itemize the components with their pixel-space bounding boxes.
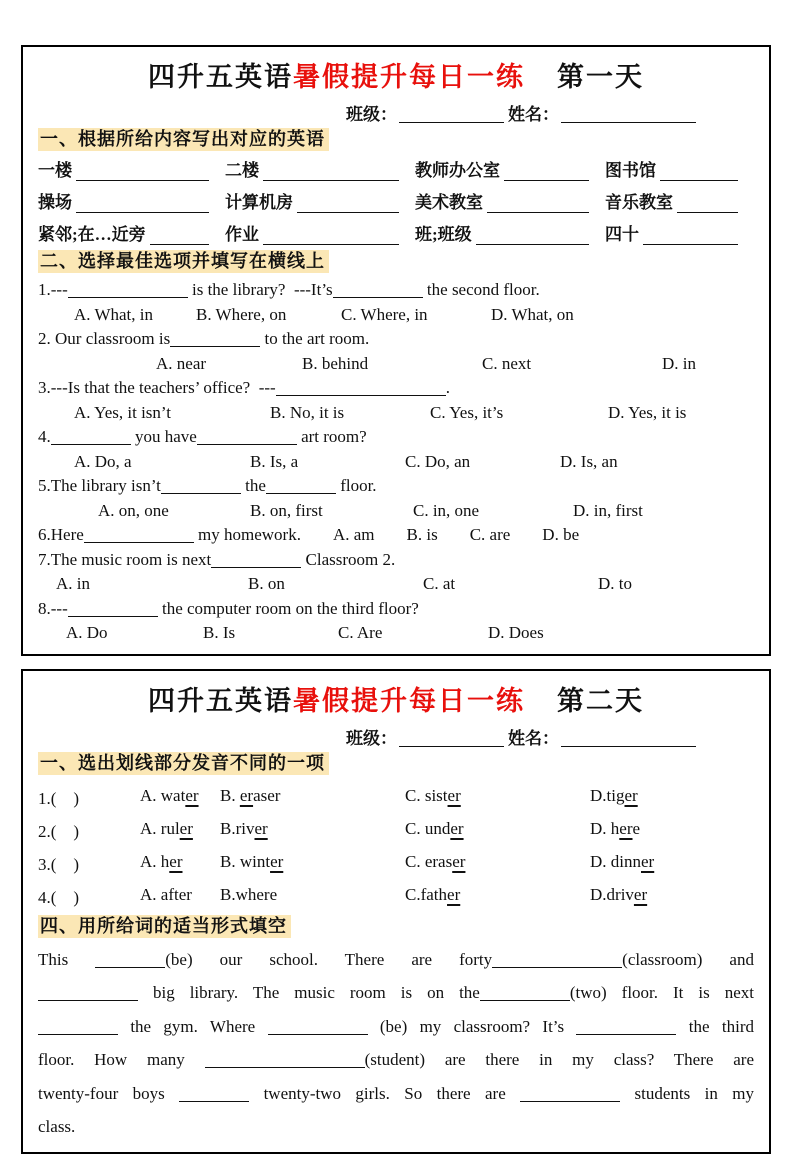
option-b: B. on (248, 574, 285, 593)
day1-section1-title: 一、根据所给内容写出对应的英语 (38, 128, 329, 151)
underlined-sound-part: er (239, 786, 254, 805)
day1-section1-header (38, 127, 754, 153)
vocab-write-line[interactable] (263, 163, 399, 181)
vocab-item (415, 156, 605, 181)
vocab-item (225, 220, 415, 245)
write-in-blank[interactable] (38, 984, 138, 1001)
question-1-stem: 1.--- is the library? ---It’s the second floor. (38, 280, 540, 299)
day2-section4-title: 四、用所给词的适当形式填空 (38, 915, 291, 938)
vocab-write-line[interactable] (660, 163, 738, 181)
day2-class-write-line[interactable] (399, 729, 504, 746)
option-a: A. after (140, 885, 192, 904)
question-8-options (38, 621, 754, 646)
day2-section1-header (38, 751, 754, 777)
option-c: C. at (423, 574, 456, 593)
vocab-label: 班;班级 (415, 225, 472, 244)
option-d: D.driver (590, 885, 648, 904)
day1-section2-header (38, 249, 754, 275)
pronunciation-question-2 (38, 813, 754, 846)
write-in-blank[interactable] (161, 477, 241, 494)
write-in-blank[interactable] (179, 1084, 249, 1101)
cloze-passage (38, 943, 754, 1144)
vocab-write-line[interactable] (643, 227, 738, 245)
option-c: C. are (469, 525, 511, 544)
question-3-stem: 3.---Is that the teachers’ office? --- . (38, 378, 450, 397)
passage-line: twenty-four boys twenty-two girls. So there are students in my (38, 1083, 754, 1103)
underlined-sound-part: er (254, 819, 268, 838)
option-d: D. Does (488, 623, 544, 642)
option-d: D. here (590, 819, 641, 838)
option-b: B. winter (220, 852, 284, 871)
vocab-label: 计算机房 (225, 193, 293, 212)
day1-class-write-line[interactable] (399, 106, 504, 123)
option-b: B.river (220, 819, 268, 838)
vocab-item (605, 156, 754, 181)
day2-panel (21, 669, 771, 1154)
option-c: C. Are (338, 623, 383, 642)
pronunciation-question-4 (38, 879, 754, 912)
write-in-blank[interactable] (68, 599, 158, 616)
day1-title-highlight: 暑假提升每日一练 (293, 62, 525, 92)
day2-title-highlight: 暑假提升每日一练 (293, 685, 525, 716)
underlined-sound-part: er (270, 852, 284, 871)
write-in-blank[interactable] (95, 950, 165, 967)
vocab-label: 图书馆 (605, 161, 656, 180)
option-a: A. Do, a (74, 451, 132, 471)
option-c: C. Do, an (405, 451, 471, 471)
question-number: 2.( ) (38, 821, 80, 841)
option-a: A. water (140, 786, 199, 805)
write-in-blank[interactable] (276, 379, 446, 396)
day2-name-write-line[interactable] (561, 729, 696, 746)
option-a: A. Do (66, 623, 108, 642)
option-c: C. eraser (405, 852, 466, 871)
day2-section4-header (38, 914, 754, 940)
option-d: D. in, first (573, 500, 643, 520)
write-in-blank[interactable] (51, 428, 131, 445)
day1-panel (21, 45, 771, 656)
vocab-item (225, 156, 415, 181)
day1-title-course: 四升五英语 (148, 62, 293, 92)
write-in-blank[interactable] (333, 281, 423, 298)
option-b: B. Is (203, 623, 236, 642)
write-in-blank[interactable] (492, 950, 622, 967)
vocab-write-line[interactable] (677, 195, 738, 213)
option-b: B. Is, a (250, 451, 299, 471)
underlined-sound-part: er (624, 786, 638, 805)
option-d: D. to (598, 574, 632, 593)
vocab-label: 教师办公室 (415, 161, 500, 180)
option-a: A. ruler (140, 819, 193, 838)
question-2-options (38, 352, 754, 377)
question-6-stem: 6.Here my homework. (38, 525, 301, 544)
option-b: B. eraser (220, 786, 281, 805)
question-3-options (38, 401, 754, 426)
question-4-stem: 4. you have art room? (38, 427, 367, 446)
option-a: A. am (332, 525, 375, 544)
question-5 (38, 474, 754, 523)
write-in-blank[interactable] (38, 1017, 118, 1034)
vocab-item (415, 220, 605, 245)
option-b: B. is (406, 525, 438, 544)
question-6 (38, 523, 754, 548)
underlined-sound-part: er (452, 852, 466, 871)
question-7 (38, 548, 754, 597)
vocab-write-line[interactable] (150, 227, 209, 245)
option-b: B. on, first (250, 500, 323, 520)
day1-title-day: 第一天 (557, 62, 644, 92)
option-d: D.tiger (590, 786, 638, 805)
day1-title (38, 55, 754, 94)
write-in-blank[interactable] (268, 1017, 368, 1034)
vocab-item (605, 188, 754, 213)
question-4-options (38, 450, 754, 475)
day2-class-label: 班级： (346, 728, 397, 748)
vocab-item (38, 156, 225, 181)
option-a: A. on, one (98, 500, 169, 520)
option-c: C. next (482, 353, 532, 373)
option-b: B. No, it is (270, 402, 345, 422)
write-in-blank[interactable] (520, 1084, 620, 1101)
option-d: D. be (542, 525, 580, 544)
vocab-write-line[interactable] (297, 195, 399, 213)
vocab-label: 美术教室 (415, 193, 483, 212)
day1-class-label: 班级： (346, 105, 397, 124)
vocab-item (38, 188, 225, 213)
option-d: D. Yes, it is (608, 402, 687, 422)
question-4 (38, 425, 754, 474)
vocab-label: 一楼 (38, 161, 72, 180)
vocab-write-line[interactable] (76, 163, 209, 181)
day1-name-label: 姓名： (508, 105, 559, 124)
option-d: D. What, on (491, 304, 574, 324)
question-2-stem: 2. Our classroom is to the art room. (38, 329, 370, 348)
vocab-item (38, 220, 225, 245)
option-b: B.where (220, 885, 278, 904)
vocab-label: 紧邻;在…近旁 (38, 225, 146, 244)
option-d: D. dinner (590, 852, 655, 871)
question-5-stem: 5.The library isn’t the floor. (38, 476, 377, 495)
vocab-item (415, 188, 605, 213)
day2-section1-title: 一、选出划线部分发音不同的一项 (38, 752, 329, 775)
option-c: C. Where, in (341, 304, 428, 324)
question-5-options (38, 499, 754, 524)
day1-name-write-line[interactable] (561, 106, 696, 123)
question-number: 4.( ) (38, 887, 80, 907)
write-in-blank[interactable] (84, 526, 194, 543)
question-number: 1.( ) (38, 788, 80, 808)
vocab-write-line[interactable] (76, 195, 209, 213)
underlined-sound-part: er (450, 819, 464, 838)
vocab-label: 作业 (225, 225, 259, 244)
vocab-label: 二楼 (225, 161, 259, 180)
option-c: C.father (405, 885, 461, 904)
underlined-sound-part: er (447, 885, 461, 904)
option-c: C. in, one (413, 500, 480, 520)
day1-vocab-grid (38, 156, 754, 245)
underlined-sound-part: er (179, 819, 193, 838)
vocab-item (605, 220, 754, 245)
passage-line: the gym. Where (be) my classroom? It’s the third (38, 1010, 754, 1044)
underlined-sound-part: er (633, 885, 648, 904)
option-d: D. in (662, 353, 696, 373)
underlined-sound-part: er (185, 786, 199, 805)
question-8-stem: 8.--- the computer room on the third floor? (38, 598, 419, 618)
option-a: A. What, in (74, 304, 154, 324)
passage-line: class. (38, 1117, 76, 1136)
option-a: A. her (140, 852, 183, 871)
day2-title-day: 第二天 (557, 685, 644, 716)
option-b: B. behind (302, 353, 369, 373)
day2-title (38, 679, 754, 718)
underlined-sound-part: er (641, 852, 655, 871)
question-1 (38, 278, 754, 327)
day1-id-row (346, 98, 754, 125)
vocab-write-line[interactable] (487, 195, 589, 213)
underlined-sound-part: er (447, 786, 461, 805)
write-in-blank[interactable] (576, 1017, 676, 1034)
day2-title-course: 四升五英语 (148, 685, 293, 716)
vocab-write-line[interactable] (504, 163, 589, 181)
vocab-write-line[interactable] (476, 227, 589, 245)
vocab-write-line[interactable] (263, 227, 399, 245)
question-7-options (38, 572, 754, 597)
write-in-blank[interactable] (197, 428, 297, 445)
option-a: A. in (56, 574, 90, 593)
option-c: C. under (405, 819, 464, 838)
question-7-stem: 7.The music room is next Classroom 2. (38, 549, 396, 569)
option-a: A. Yes, it isn’t (74, 402, 171, 422)
day2-name-label: 姓名： (508, 728, 559, 748)
vocab-item (225, 188, 415, 213)
write-in-blank[interactable] (205, 1051, 365, 1068)
day2-id-row (346, 722, 754, 749)
option-d: D. Is, an (560, 451, 618, 471)
question-number: 3.( ) (38, 854, 80, 874)
write-in-blank[interactable] (480, 984, 570, 1001)
question-8 (38, 597, 754, 646)
write-in-blank[interactable] (68, 281, 188, 298)
write-in-blank[interactable] (266, 477, 336, 494)
underlined-sound-part: er (169, 852, 183, 871)
write-in-blank[interactable] (170, 330, 260, 347)
option-c: C. Yes, it’s (430, 402, 504, 422)
option-a: A. near (156, 353, 207, 373)
question-1-options (38, 303, 754, 328)
underlined-sound-part: er (619, 819, 633, 838)
vocab-label: 四十 (605, 225, 639, 244)
write-in-blank[interactable] (211, 550, 301, 567)
vocab-label: 音乐教室 (605, 193, 673, 212)
passage-line: big library. The music room is on the (two) floor. It is next (38, 976, 754, 1010)
question-3 (38, 376, 754, 425)
question-2 (38, 327, 754, 376)
day1-section2-title: 二、选择最佳选项并填写在横线上 (38, 250, 329, 273)
pronunciation-question-3 (38, 846, 754, 879)
passage-line: floor. How many (student) are there in my class? There are (38, 1050, 754, 1069)
option-b: B. Where, on (196, 304, 287, 324)
pronunciation-question-1 (38, 780, 754, 813)
vocab-label: 操场 (38, 193, 72, 212)
passage-line: This (be) our school. There are forty (classroom) and (38, 949, 754, 969)
option-c: C. sister (405, 786, 461, 805)
